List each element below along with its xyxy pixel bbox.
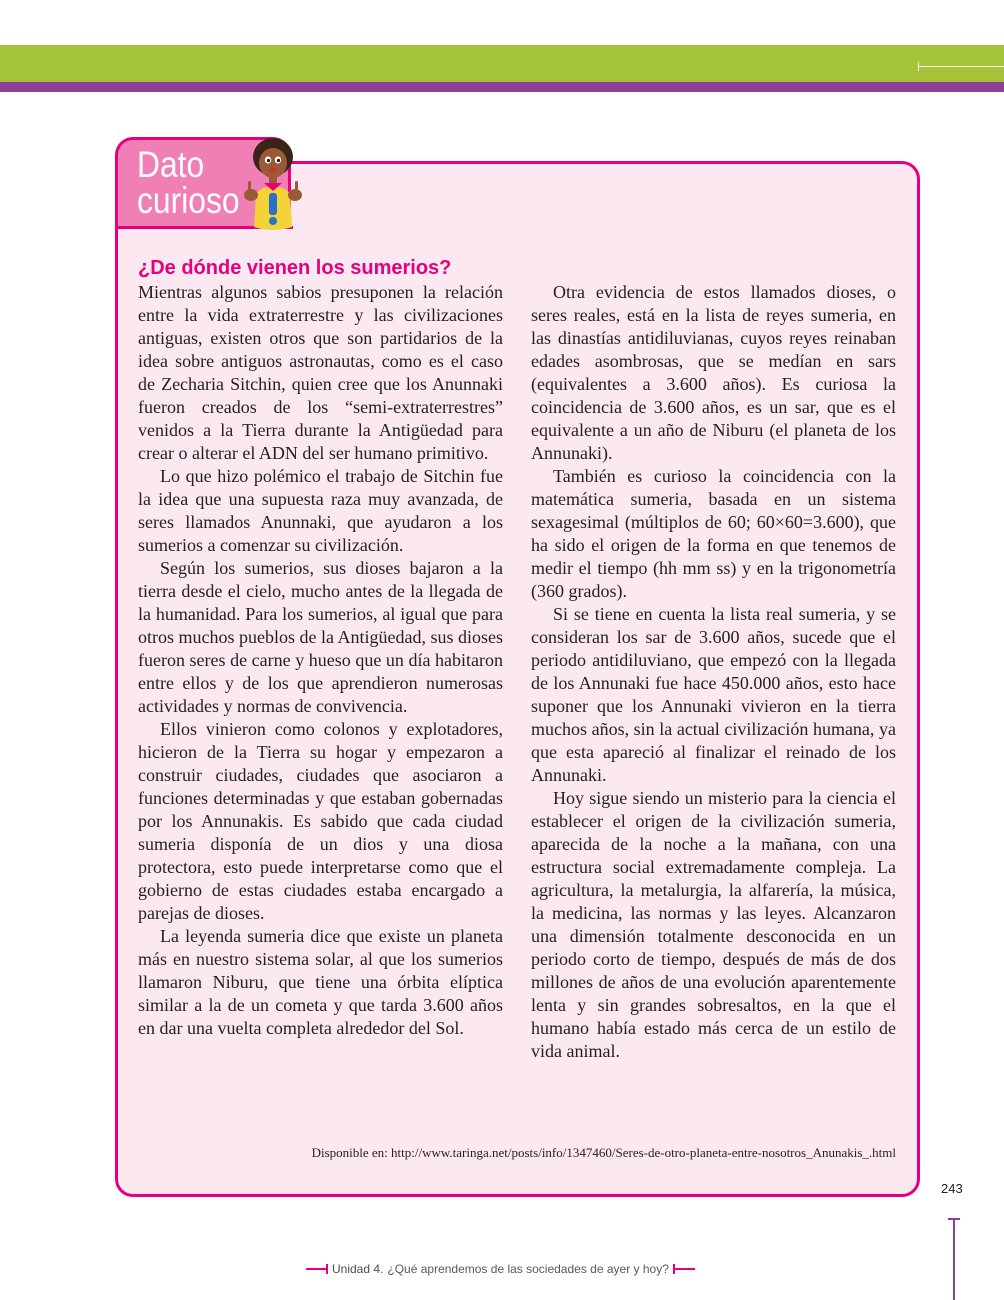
- footer-title: ¿Qué aprendemos de las sociedades de ayer y hoy?: [387, 1262, 669, 1276]
- tab-title: [137, 144, 240, 221]
- tab-title-line-2: curioso: [137, 180, 240, 221]
- right-paragraph-1: Otra evidencia de estos llamados dioses, o seres reales, está en la lista de reyes sumeria, en las dinastías antidiluvianas, cuyos reyes reinaban edades asombrosas, que se medían en sars (equivalentes a 3.600 años). Es curiosa la coincidencia de 3.600 años, es un sar, que es el equivalente a un año de Niburu (el planeta de los Annunaki).: [531, 282, 896, 463]
- tab-title-line-1: Dato: [137, 144, 205, 185]
- margin-line-tick: [948, 1218, 960, 1220]
- left-paragraph-2: Lo que hizo polémico el trabajo de Sitchin fue la idea que una supuesta raza muy avanzada, de seres llamados Anunnaki, que ayudaron a los sumerios a comenzar su civilización.: [138, 466, 503, 555]
- page-footer: [306, 1260, 695, 1278]
- right-paragraph-3: Si se tiene en cuenta la lista real sumeria, y se consideran los sar de 3.600 años, sucede que el periodo antidiluviano, que empezó con la llegada de los Annunaki fue hace 450.000 años, esto hace suponer que los Annunaki vivieron en la tierra muchos años, sin la actual civilización humana, ya que esta apareció al finalizar el reinado de los Annunaki.: [531, 604, 896, 785]
- article-heading: ¿De dónde vienen los sumerios?: [138, 257, 452, 279]
- header-rule: [918, 66, 1004, 67]
- header-rule-tick: [918, 62, 919, 71]
- right-column: [531, 281, 896, 1063]
- footer-right-rule: [673, 1268, 695, 1270]
- margin-line: [953, 1218, 955, 1300]
- left-paragraph-5: La leyenda sumeria dice que existe un planeta más en nuestro sistema solar, al que los sumerios llamaron Niburu, que tiene una órbita elíptica similar a la de un cometa y que tarda 3.600 años en dar una vuelta completa alrededor del Sol.: [138, 926, 503, 1038]
- left-paragraph-3: Según los sumerios, sus dioses bajaron a la tierra desde el cielo, mucho antes de la llegada de la humanidad. Para los sumerios, al igual que para otros muchos pueblos de la Antigüedad, sus dioses fueron seres de carne y hueso que un día habitaron entre ellos y de los que aprendieron numerosas actividades y normas de convivencia.: [138, 558, 503, 716]
- footer-left-rule: [306, 1268, 328, 1270]
- left-paragraph-4: Ellos vinieron como colonos y explotadores, hicieron de la Tierra su hogar y empezaron a construir ciudades, ciudades que asociaron a funciones determinadas y que estaban gobernadas por los Annunakis. Es sabido que cada ciudad sumeria disponía de un dios y una diosa protectora, esto puede interpretarse como que el gobierno de estas ciudades estaba encargado a parejas de dioses.: [138, 719, 503, 923]
- header-green-bar: [0, 45, 1004, 82]
- page-number: 243: [941, 1181, 963, 1196]
- source-citation: Disponible en: http://www.taringa.net/posts/info/1347460/Seres-de-otro-planeta-entre-nosotros_Anunakis_.html: [311, 1145, 896, 1160]
- right-paragraph-2: También es curioso la coincidencia con la matemática sumeria, basada en un sistema sexagesimal (múltiplos de 60; 60×60=3.600), que ha sido el origen de la forma en que tenemos de medir el tiempo (hh mm ss) y en la trigonometría (360 grados).: [531, 466, 896, 601]
- left-paragraph-1: Mientras algunos sabios presuponen la relación entre la vida extraterrestre y las civilizaciones antiguas, existen otros que son partidarios de la idea sobre antiguos astronautas, como es el caso de Zecharia Sitchin, quien cree que los Anunnaki fueron creados de los “semi-extraterrestres” venidos a la Tierra durante la Antigüedad para crear o alterar el ADN del ser humano primitivo.: [138, 282, 503, 463]
- left-column: [138, 281, 503, 1040]
- footer-unit: Unidad 4.: [332, 1262, 384, 1276]
- right-paragraph-4: Hoy sigue siendo un misterio para la ciencia el establecer el origen de la civilización sumeria, aparecida de la noche a la mañana, con una estructura social extremadamente compleja. La agricultura, la metalurgia, la alfarería, la música, la medicina, las normas y las leyes. Alcanzaron una dimensión totalmente desconocida en un periodo corto de tiempo, después de más de dos millones de años de una evolución aparentemente lenta y sin grandes sobresaltos, en la que el humano había estado más cerca de un estilo de vida animal.: [531, 788, 896, 1061]
- girl-mascot-exclamation-icon: [242, 135, 304, 235]
- header-purple-bar: [0, 82, 1004, 92]
